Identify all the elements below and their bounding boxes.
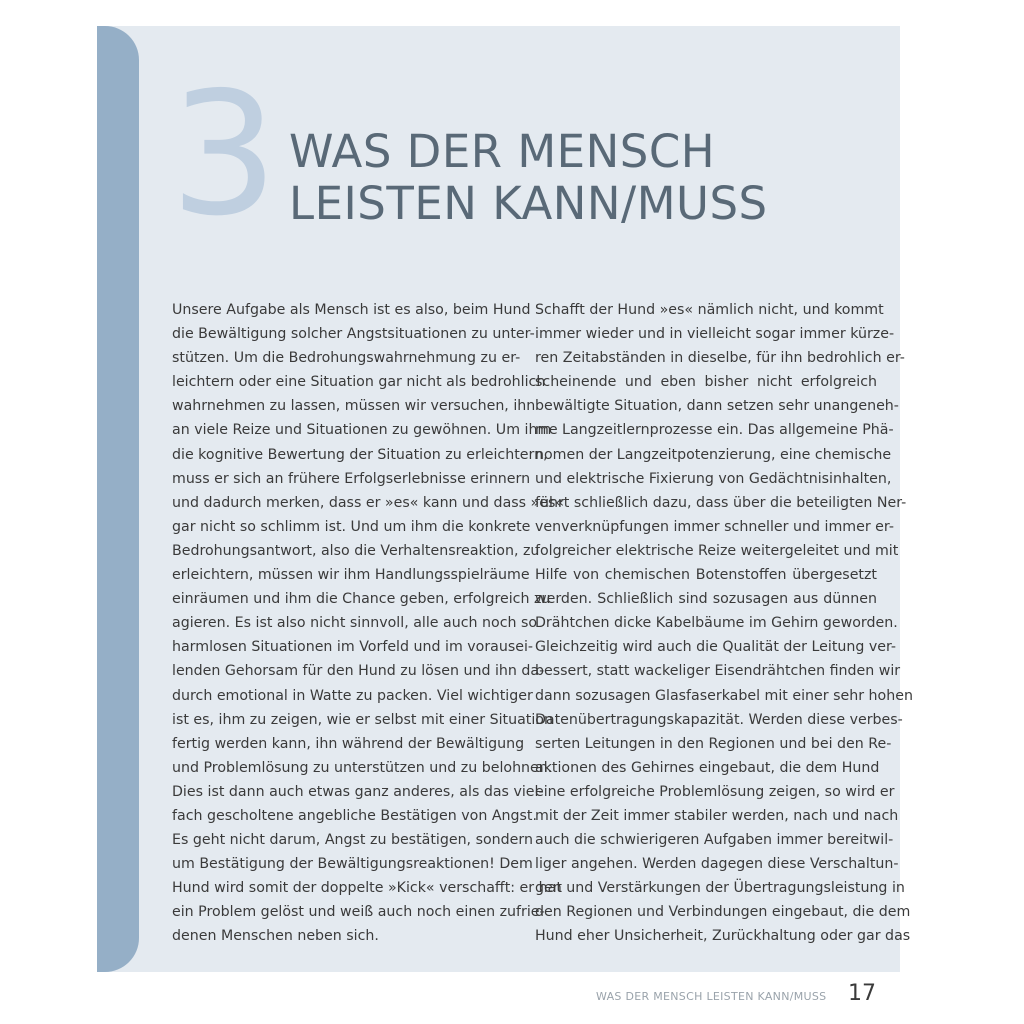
text-line: nomen der Langzeitpotenzierung, eine chemische [535,446,892,463]
text-line: scheinende und eben bisher nicht erfolgreich [535,374,877,391]
text-line: die Bewältigung solcher Angstsituationen zu unter- [172,326,535,343]
text-line: folgreicher elektrische Reize weitergeleitet und mit [535,542,899,559]
text-line: auch die schwierigeren Aufgaben immer bereitwil- [535,832,894,849]
chapter-title-line-1: WAS DER MENSCH [289,125,716,178]
text-line: eine erfolgreiche Problemlösung zeigen, so wird er [535,783,895,800]
text-line: leichtern oder eine Situation gar nicht als bedrohlich [172,374,546,391]
text-line: den Regionen und Verbindungen eingebaut, die dem [535,904,911,921]
text-line: dann sozusagen Glasfaserkabel mit einer sehr hohen [535,687,913,704]
text-line: und Problemlösung zu unterstützen und zu belohnen. [172,759,553,776]
text-line: und dadurch merken, dass er »es« kann und dass »es« [172,494,565,511]
text-line: um Bestätigung der Bewältigungsreaktionen! Dem [172,856,533,873]
text-line: Unsere Aufgabe als Mensch ist es also, beim Hund [172,302,531,318]
text-line: die kognitive Bewertung der Situation zu erleichtern, [172,446,548,463]
text-line: stützen. Um die Bedrohungswahrnehmung zu er- [172,350,521,367]
text-line: ist es, ihm zu zeigen, wie er selbst mit einer Situation [172,711,553,728]
text-line: erleichtern, müssen wir ihm Handlungsspielräume [172,567,530,584]
text-line: bewältigte Situation, dann setzen sehr unangeneh- [535,398,899,415]
text-line: Hund eher Unsicherheit, Zurückhaltung oder gar das [535,928,911,945]
text-line: einräumen und ihm die Chance geben, erfolgreich zu [172,591,551,608]
text-line: Schafft der Hund »es« nämlich nicht, und kommt [535,302,884,318]
text-line: Es geht nicht darum, Angst zu bestätigen, sondern [172,832,533,849]
text-line: führt schließlich dazu, dass über die beteiligten Ner- [535,494,907,511]
text-line: gar nicht so schlimm ist. Und um ihm die konkrete [172,518,531,535]
text-line: lenden Gehorsam für den Hund zu lösen und ihn da- [172,663,545,680]
body-column-left [172,298,565,949]
body-column-right [535,298,913,949]
text-line: ein Problem gelöst und weiß auch noch einen zufrie- [172,904,545,921]
chapter-title [289,126,768,230]
text-line: Hund wird somit der doppelte »Kick« verschafft: er hat [172,880,562,897]
text-line: Datenübertragungskapazität. Werden diese verbes- [535,711,903,728]
text-line: ren Zeitabständen in dieselbe, für ihn bedrohlich er- [535,350,905,367]
text-line: denen Menschen neben sich. [172,928,379,945]
text-line: serten Leitungen in den Regionen und bei den Re- [535,735,892,752]
text-line: Bedrohungsantwort, also die Verhaltensreaktion, zu [172,542,540,559]
chapter-side-strip [97,26,139,972]
text-line: und elektrische Fixierung von Gedächtnisinhalten, [535,470,892,487]
chapter-title-line-2: LEISTEN KANN/MUSS [289,177,768,230]
text-line: werden. Schließlich sind sozusagen aus dünnen [535,591,877,608]
text-line: an viele Reize und Situationen zu gewöhnen. Um ihm [172,422,552,439]
text-line: agieren. Es ist also nicht sinnvoll, alle auch noch so [172,615,538,632]
text-line: Hilfe von chemischen Botenstoffen übergesetzt [535,567,877,584]
text-line: gen und Verstärkungen der Übertragungsleistung in [535,880,905,897]
text-line: bessert, statt wackeliger Eisendrähtchen finden wir [535,663,901,680]
text-line: Gleichzeitig wird auch die Qualität der Leitung ver- [535,639,897,656]
text-line: immer wieder und in vielleicht sogar immer kürze- [535,326,895,343]
running-footer-title: WAS DER MENSCH LEISTEN KANN/MUSS [596,990,827,1003]
text-line: Dies ist dann auch etwas ganz anderes, als das viel- [172,783,544,800]
text-line: fertig werden kann, ihn während der Bewältigung [172,735,525,752]
chapter-number: 3 [170,56,275,254]
text-line: aktionen des Gehirnes eingebaut, die dem Hund [535,759,880,776]
text-line: Drähtchen dicke Kabelbäume im Gehirn geworden. [535,615,898,632]
text-line: liger angehen. Werden dagegen diese Verschaltun- [535,856,899,873]
text-line: wahrnehmen zu lassen, müssen wir versuchen, ihn [172,398,536,415]
text-line: harmlosen Situationen im Vorfeld und im vorausei- [172,639,534,656]
text-line: me Langzeitlernprozesse ein. Das allgemeine Phä- [535,422,894,439]
text-line: mit der Zeit immer stabiler werden, nach und nach [535,807,899,824]
text-line: venverknüpfungen immer schneller und immer er- [535,518,894,535]
text-line: fach gescholtene angebliche Bestätigen von Angst. [172,807,537,824]
text-line: muss er sich an frühere Erfolgserlebnisse erinnern [172,470,531,487]
text-line: durch emotional in Watte zu packen. Viel wichtiger [172,687,533,704]
page-number: 17 [848,981,876,1006]
